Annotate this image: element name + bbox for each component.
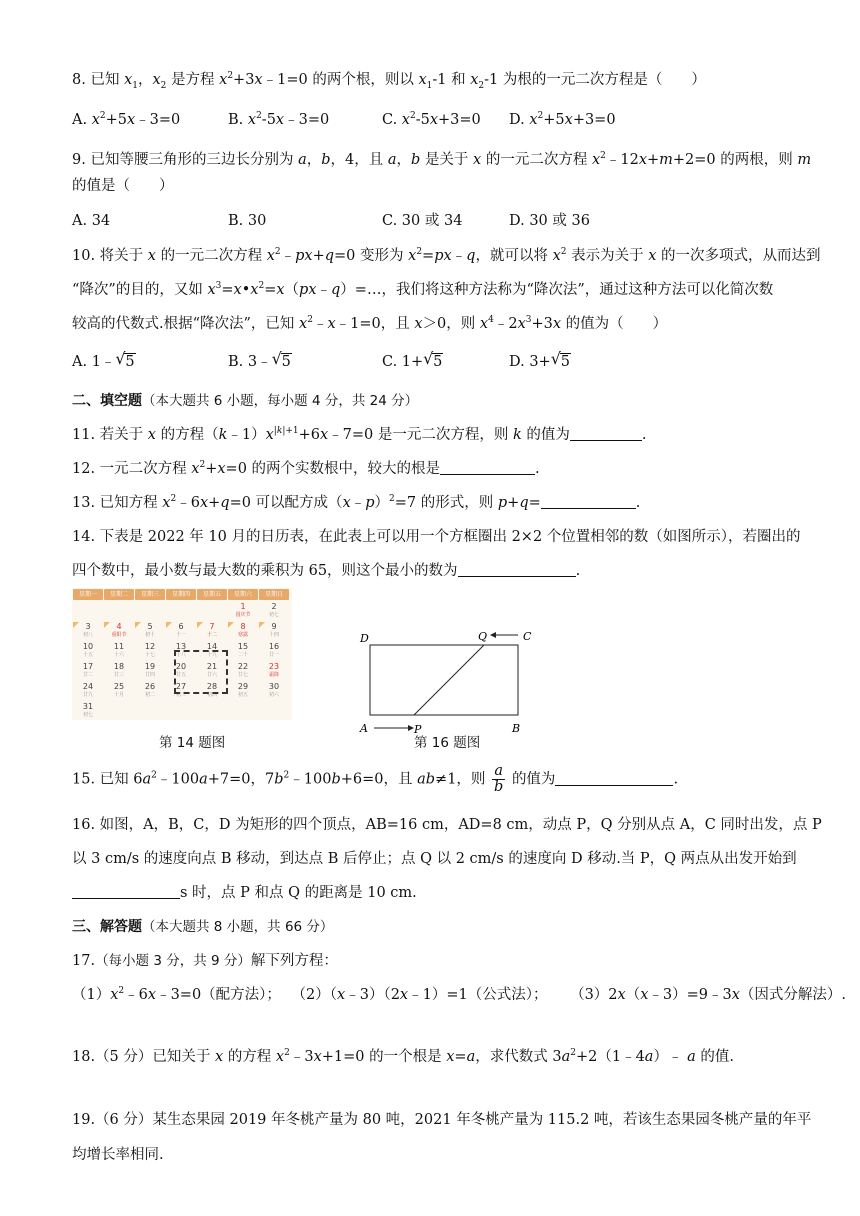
question-18: 18.（5 分）已知关于 x 的方程 $x^2﹣3x+1=0$ 的一个根是 x=a，求代数式 $3a^2+2(1﹣4a)﹣$ a 的值.: [72, 1048, 734, 1065]
calendar-day-number: 3: [85, 622, 91, 631]
calendar-weekday-header: 星期一: [73, 589, 103, 600]
rectangle-figure: [352, 625, 542, 736]
q16-answer-blank[interactable]: [72, 884, 180, 899]
calendar-day-number: 1: [240, 602, 246, 611]
calendar-flag-icon: [73, 622, 79, 628]
calendar-day-number: 11: [113, 642, 125, 651]
calendar-lunar-label: 初二: [144, 692, 155, 698]
calendar-day: [104, 642, 134, 662]
arrow-c-head: [490, 632, 496, 638]
q9-option-c[interactable]: C. 30 或 34: [382, 213, 463, 229]
caption-fig-14: 第 14 题图: [159, 735, 226, 751]
question-19: 19.（6 分）某生态果园 2019 年冬桃产量为 80 吨，2021 年冬桃产量为 115.2 吨，若该生态果园冬桃产量的年平: [72, 1112, 812, 1128]
calendar-lunar-label: 廿四: [144, 672, 155, 678]
calendar-day: [104, 662, 134, 682]
calendar-lunar-label: 十二: [206, 632, 217, 638]
calendar-lunar-label: 二十: [237, 652, 248, 658]
calendar-lunar-label: 十四: [268, 632, 279, 638]
calendar-weekday-header: 星期日: [259, 589, 289, 600]
calendar-day-number: 28: [206, 682, 218, 691]
calendar-lunar-label: 廿一: [268, 652, 279, 658]
calendar-day: [135, 622, 165, 642]
calendar-day: [228, 602, 258, 622]
calendar-lunar-label: 霜降: [268, 672, 279, 678]
q14-answer-blank[interactable]: [458, 562, 576, 577]
question-13: 13. 已知方程 $x^2﹣6x+q=0$ 可以配方成（x﹣p）$^2$=7 的形式，则 p+q= .: [72, 494, 641, 511]
calendar-day-number: 17: [82, 662, 94, 671]
calendar-lunar-label: 初六: [268, 692, 279, 698]
calendar-day: [73, 642, 103, 662]
calendar-day: [259, 642, 289, 662]
calendar-lunar-label: 廿六: [206, 672, 217, 678]
calendar-day-number: 13: [175, 642, 187, 651]
q10-option-d[interactable]: D. 3+ √ 5: [509, 349, 570, 370]
label-d: D: [360, 632, 369, 645]
calendar-weekday-header: 星期四: [166, 589, 196, 600]
calendar-day: [259, 602, 289, 622]
question-9: 9. 已知等腰三角形的三边长分别为 a，b，4，且 a，b 是关于 x 的一元二次方程 $x^2﹣12x+m+2=0$ 的两根，则 m: [72, 151, 812, 168]
q9-option-a[interactable]: A. 34: [72, 213, 111, 229]
calendar-day: [73, 682, 103, 702]
calendar-lunar-label: 初七: [82, 712, 93, 718]
calendar-selection-box: [174, 650, 228, 694]
question-8: 8. 已知 $x_1$，$x_2$ 是方程 $x^2+3x﹣1=0$ 的两个根，则以 $x_1-1$ 和 $x_2-1$ 为根的一元二次方程是（ ）: [72, 71, 706, 91]
calendar-day-number: 24: [82, 682, 94, 691]
question-14-cont: 四个数中，最小数与最大数的乘积为 65，则这个最小的数为 .: [72, 563, 581, 579]
calendar-day-number: 27: [175, 682, 187, 691]
calendar-lunar-label: 十八: [175, 652, 186, 658]
question-12: 12. 一元二次方程 $x^2+x=0$ 的两个实数根中，较大的根是 .: [72, 460, 540, 477]
calendar-day-number: 16: [268, 642, 280, 651]
calendar-lunar-label: 廿五: [175, 672, 186, 678]
calendar-day: [73, 662, 103, 682]
calendar-day: [259, 662, 289, 682]
calendar-lunar-label: 初四: [206, 692, 217, 698]
calendar-day-number: 7: [209, 622, 215, 631]
calendar-day: [228, 662, 258, 682]
question-10-line3: 较高的代数式.根据“降次法”，已知 $x^2﹣x﹣1=0$，且 x＞0，则 $x^4﹣2x^3+3x$ 的值为（ ）: [72, 315, 668, 332]
calendar-day-number: 25: [113, 682, 125, 691]
q10-option-a[interactable]: A. 1﹣ √ 5: [72, 349, 135, 370]
calendar-day-number: 21: [206, 662, 218, 671]
q10-option-c[interactable]: C. 1+ √ 5: [382, 349, 443, 370]
calendar-day-number: 6: [178, 622, 184, 631]
calendar-weekday-header: 星期三: [135, 589, 165, 600]
calendar-lunar-label: 廿七: [237, 672, 248, 678]
section-2-heading: 二、填空题（本大题共 6 小题，每小题 4 分，共 24 分）: [72, 393, 419, 409]
question-9-cont: 的值是（ ）: [72, 178, 174, 194]
calendar-lunar-label: 寒露: [237, 632, 248, 638]
calendar-flag-icon: [166, 622, 172, 628]
calendar-day: [135, 662, 165, 682]
label-c: C: [523, 630, 532, 643]
segment-pq: [414, 645, 484, 715]
calendar-day-number: 10: [82, 642, 94, 651]
calendar-weekday-header: 星期六: [228, 589, 258, 600]
label-a: A: [360, 722, 368, 735]
calendar-flag-icon: [228, 622, 234, 628]
calendar-day: [259, 622, 289, 642]
calendar-day-number: 26: [144, 682, 156, 691]
calendar-lunar-label: 初八: [82, 632, 93, 638]
calendar-lunar-label: 初五: [237, 692, 248, 698]
calendar-flag-icon: [259, 622, 265, 628]
calendar-lunar-label: 廿二: [82, 672, 93, 678]
calendar-day: [104, 622, 134, 642]
label-q: Q: [478, 630, 488, 643]
calendar-lunar-label: 十一: [175, 632, 186, 638]
q15-answer-blank[interactable]: [555, 771, 673, 786]
calendar-day-number: 8: [240, 622, 246, 631]
calendar-day: [228, 622, 258, 642]
calendar-day: [73, 622, 103, 642]
calendar-day-number: 20: [175, 662, 187, 671]
q8-option-c[interactable]: C. $x^2-5x+3=0$: [382, 111, 481, 128]
calendar-day-number: 12: [144, 642, 156, 651]
question-10: 10. 将关于 x 的一元二次方程 $x^2﹣px+q=0$ 变形为 $x^2=px﹣q$，就可以将 $x^2$ 表示为关于 x 的一次多项式，从而达到: [72, 247, 821, 264]
q8-option-a[interactable]: A. $x^2+5x﹣3=0$: [72, 111, 181, 128]
q8-option-b[interactable]: B. $x^2-5x﹣3=0$: [228, 111, 330, 128]
calendar-day: [228, 682, 258, 702]
rectangle-abcd: [370, 645, 518, 715]
calendar-lunar-label: 初七: [268, 612, 279, 618]
calendar-day: [104, 682, 134, 702]
calendar-day-number: 15: [237, 642, 249, 651]
q9-option-b[interactable]: B. 30: [228, 213, 267, 229]
calendar-day-number: 4: [116, 622, 122, 631]
caption-fig-16: 第 16 题图: [414, 735, 481, 751]
calendar-day-number: 30: [268, 682, 280, 691]
calendar-lunar-label: 十五: [82, 652, 93, 658]
section-3-heading: 三、解答题（本大题共 8 小题，共 66 分）: [72, 919, 334, 935]
calendar-lunar-label: 十九: [206, 652, 217, 658]
calendar-lunar-label: 十七: [144, 652, 155, 658]
question-14: 14. 下表是 2022 年 10 月的日历表，在此表上可以用一个方框圈出 2×2 个位置相邻的数（如图所示），若圈出的: [72, 529, 801, 545]
calendar-weekday-header: 星期二: [104, 589, 134, 600]
calendar-lunar-label: 重阳节: [111, 632, 127, 638]
calendar-header: [72, 588, 292, 601]
label-b: B: [512, 722, 521, 735]
calendar-lunar-label: 十月: [113, 692, 124, 698]
question-10-line2: “降次”的目的，又如 $x^3=x•x^2=x(px﹣q)=\dots$，我们将这种方法称为“降次法”，通过这种方法可以化简次数: [72, 281, 774, 298]
q11-answer-blank[interactable]: [570, 426, 642, 441]
calendar-day-number: 5: [147, 622, 153, 631]
calendar-day-number: 19: [144, 662, 156, 671]
calendar-flag-icon: [135, 622, 141, 628]
question-15: 15. 已知 $6a^2﹣100a+7=0$，$7b^2﹣100b+6=0$，且 ab≠1，则 $\frac{a}{b}$ 的值为 .: [72, 763, 679, 795]
q10-option-b[interactable]: B. 3﹣ √ 5: [228, 349, 291, 370]
calendar-lunar-label: 十六: [113, 652, 124, 658]
q12-answer-blank[interactable]: [440, 460, 535, 475]
calendar-day-number: 18: [113, 662, 125, 671]
calendar-day-number: 9: [271, 622, 277, 631]
label-p: P: [414, 723, 422, 736]
calendar-day: [135, 682, 165, 702]
calendar-day-number: 22: [237, 662, 249, 671]
calendar-day: [135, 642, 165, 662]
question-17: 17.（每小题 3 分，共 9 分）解下列方程：: [72, 953, 338, 969]
calendar-day: [228, 642, 258, 662]
question-16-line2: 以 3 cm/s 的速度向点 B 移动，到达点 B 后停止；点 Q 以 2 cm/s 的速度向 D 移动.当 P，Q 两点从出发开始到: [72, 851, 797, 867]
calendar-flag-icon: [104, 622, 110, 628]
calendar-flag-icon: [197, 622, 203, 628]
calendar-day: [166, 622, 196, 642]
calendar-day-number: 2: [271, 602, 277, 611]
calendar-day: [197, 622, 227, 642]
calendar-lunar-label: 初十: [144, 632, 155, 638]
calendar-lunar-label: 廿三: [113, 672, 124, 678]
question-16: 16. 如图，A，B，C，D 为矩形的四个顶点，AB=16 cm，AD=8 cm，动点 P，Q 分别从点 A，C 同时出发，点 P: [72, 817, 822, 833]
calendar-day: [73, 702, 103, 722]
calendar-day: [259, 682, 289, 702]
q13-answer-blank[interactable]: [541, 494, 636, 509]
calendar-lunar-label: 廿九: [82, 692, 93, 698]
calendar-figure: [72, 588, 292, 720]
question-19-cont: 均增长率相同.: [72, 1147, 164, 1163]
calendar-day-number: 23: [268, 662, 280, 671]
calendar-lunar-label: 初三: [175, 692, 186, 698]
calendar-lunar-label: 国庆节: [235, 612, 251, 618]
question-17-parts: $(1)x^2﹣6x﹣3=0$（配方法）； （2）（x﹣3）（2x﹣1）=1（公式法）； （3）2x（x﹣3）=9﹣3x（因式分解法）.: [72, 986, 847, 1003]
question-16-line3: s 时，点 P 和点 Q 的距离是 10 cm.: [72, 883, 417, 903]
q8-option-d[interactable]: D. $x^2+5x+3=0$: [509, 111, 616, 128]
q9-option-d[interactable]: D. 30 或 36: [509, 213, 590, 229]
calendar-day-number: 29: [237, 682, 249, 691]
question-11: 11. 若关于 x 的方程$(k﹣1)x^{|k|+1}+6x﹣7=0$ 是一元二次方程，则 k 的值为 .: [72, 426, 647, 443]
calendar-day-number: 31: [82, 702, 94, 711]
calendar-weekday-header: 星期五: [197, 589, 227, 600]
calendar-day-number: 14: [206, 642, 218, 651]
